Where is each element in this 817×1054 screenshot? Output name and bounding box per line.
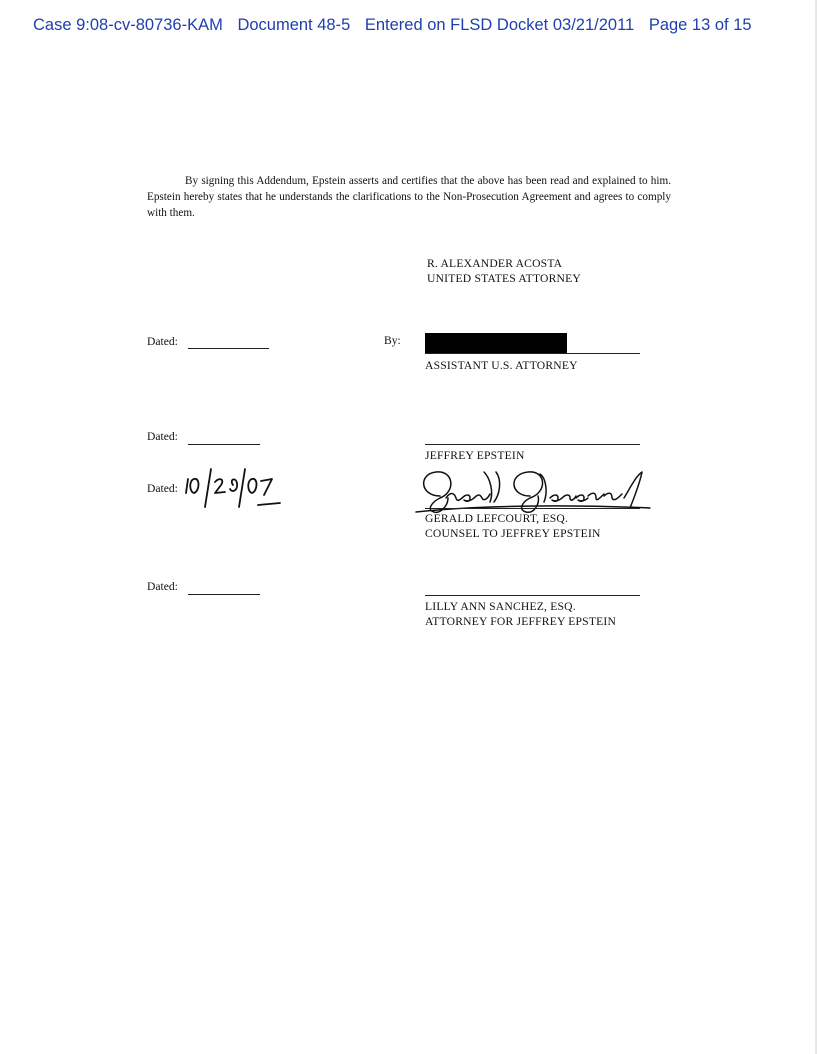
dated-label-4: Dated:: [147, 580, 178, 593]
signature-line-epstein: [425, 444, 640, 445]
certification-paragraph: By signing this Addendum, Epstein asserts and certifies that the above has been read and explained to him. Epstein hereby states that he understands the clarifications to the Non-Prosecution Agreement and agrees to comply with them.: [147, 175, 671, 219]
redaction-box: [425, 333, 567, 353]
sanchez-title: ATTORNEY FOR JEFFREY EPSTEIN: [425, 615, 617, 628]
date-line-2: [188, 444, 260, 445]
docket-header: [33, 16, 762, 35]
assistant-attorney-title: ASSISTANT U.S. ATTORNEY: [425, 359, 578, 372]
epstein-name: JEFFREY EPSTEIN: [425, 449, 525, 462]
docket-entry: Entered on FLSD Docket 03/21/2011: [364, 16, 635, 34]
date-line-1: [188, 348, 269, 349]
document-number: Document 48-5: [237, 16, 351, 34]
lefcourt-name: GERALD LEFCOURT, ESQ.: [425, 512, 569, 525]
dated-label-3: Dated:: [147, 482, 178, 495]
page-number: Page 13 of 15: [648, 16, 752, 34]
dated-label-1: Dated:: [147, 335, 178, 348]
us-attorney-title: UNITED STATES ATTORNEY: [427, 272, 581, 285]
signature-line-sanchez: [425, 595, 640, 596]
signature-line-ausa: [425, 353, 640, 354]
dated-label-2: Dated:: [147, 430, 178, 443]
date-line-4: [188, 594, 260, 595]
by-label: By:: [384, 334, 401, 347]
signature-line-lefcourt: [425, 508, 640, 509]
us-attorney-name: R. ALEXANDER ACOSTA: [427, 257, 563, 270]
sanchez-name: LILLY ANN SANCHEZ, ESQ.: [425, 600, 576, 613]
handwritten-date: [184, 465, 284, 510]
lefcourt-title: COUNSEL TO JEFFREY EPSTEIN: [425, 527, 601, 540]
case-number: Case 9:08-cv-80736-KAM: [33, 16, 223, 34]
